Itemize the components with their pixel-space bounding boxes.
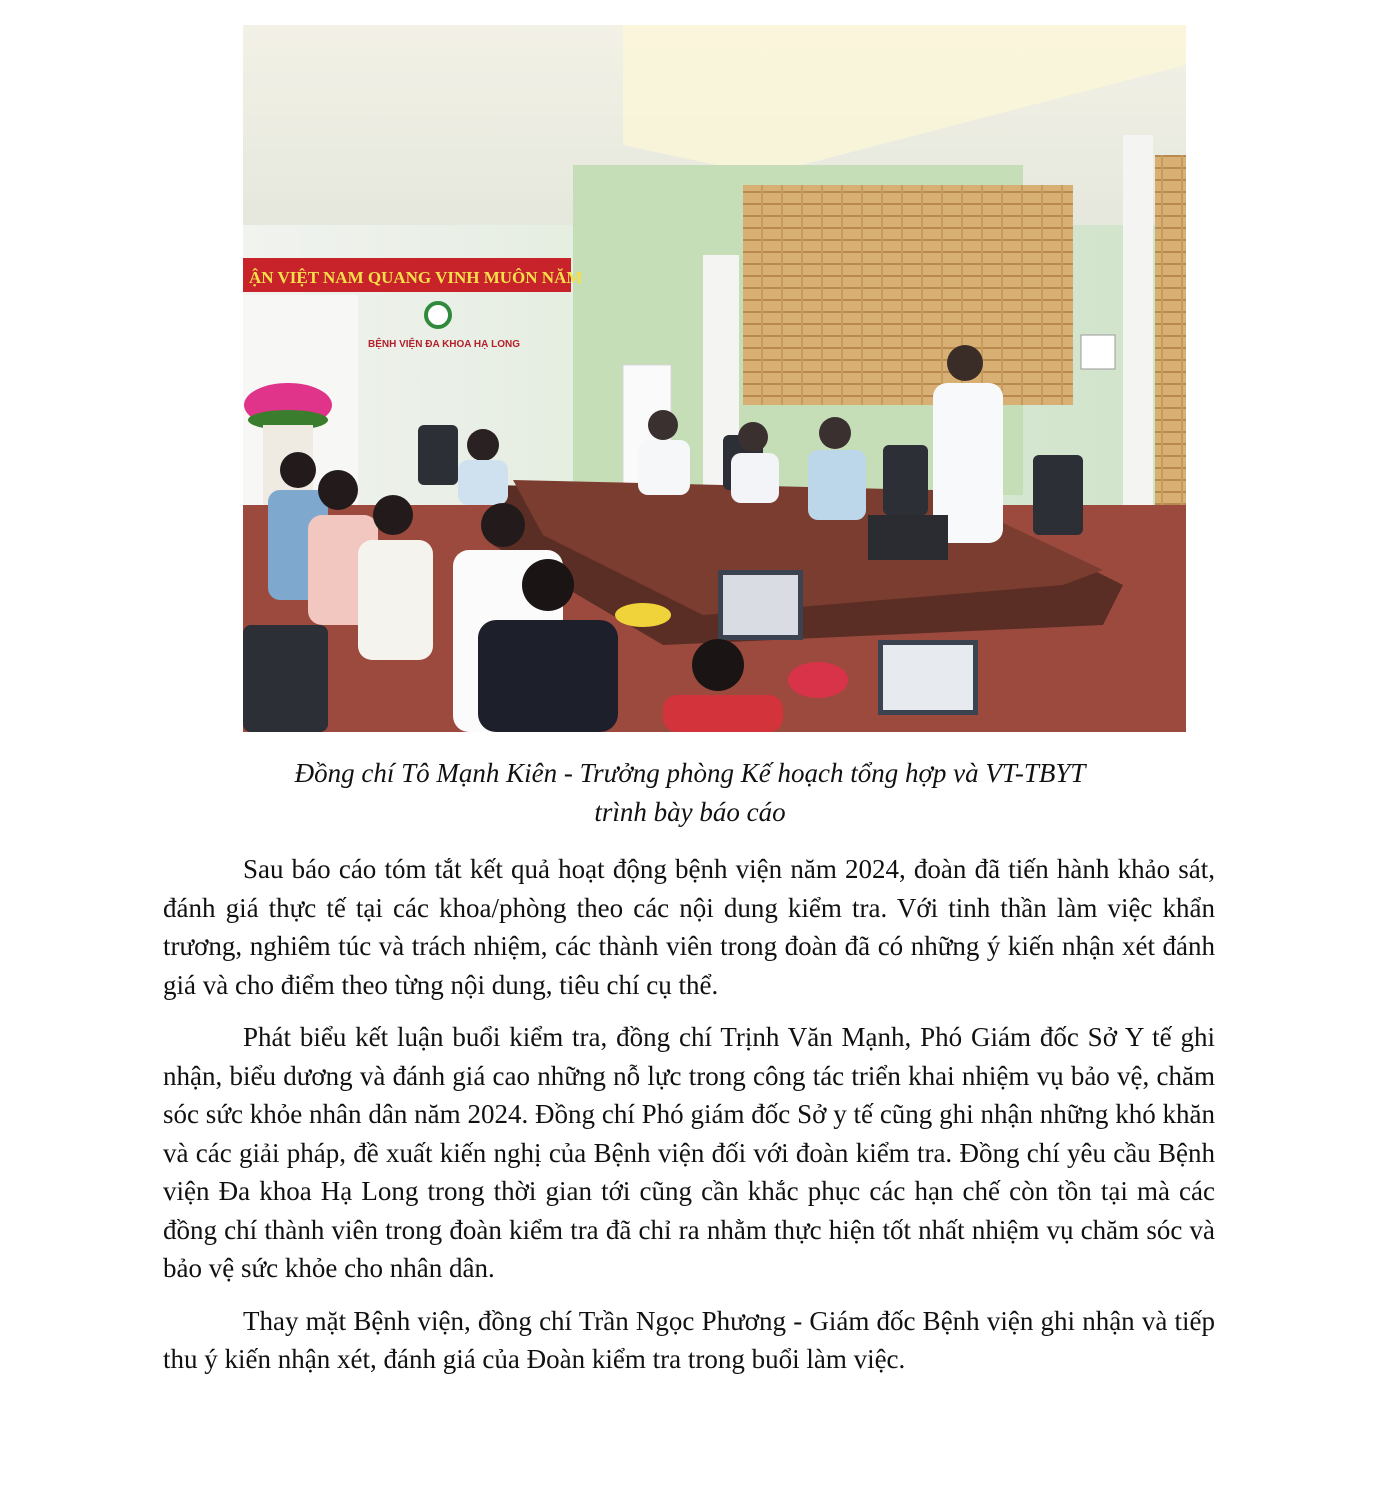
fruit-plate	[788, 662, 848, 698]
laptop-screen	[883, 645, 973, 710]
person-head	[280, 452, 316, 488]
person-body	[478, 620, 618, 732]
person-head	[318, 470, 358, 510]
person-body	[458, 460, 508, 505]
person-body	[663, 695, 783, 732]
laptop-screen	[723, 575, 798, 635]
hospital-logo-icon	[426, 303, 450, 327]
banner-text: ẬN VIỆT NAM QUANG VINH MUÔN NĂM	[249, 268, 583, 287]
chair	[883, 445, 928, 515]
paragraph: Thay mặt Bệnh viện, đồng chí Trần Ngọc Phương - Giám đốc Bệnh viện ghi nhận và tiếp thu ý kiến nhận xét, đánh giá của Đoàn kiểm tra trong buổi làm việc.	[163, 1305, 1215, 1374]
window-blinds-2	[1155, 155, 1186, 515]
photo-caption	[180, 754, 1200, 832]
person-head	[648, 410, 678, 440]
paragraph: Sau báo cáo tóm tắt kết quả hoạt động bệnh viện năm 2024, đoàn đã tiến hành khảo sát, đánh giá thực tế tại các khoa/phòng theo các nội dung kiểm tra. Với tinh thần làm việc khẩn trương, nghiêm túc và trách nhiệm, các thành viên trong đoàn đã có những ý kiến nhận xét đánh giá và cho điểm theo từng nội dung, tiêu chí cụ thể.	[163, 854, 1215, 1000]
meeting-scene	[243, 25, 1186, 732]
article-body	[163, 850, 1215, 1393]
laptop	[868, 515, 948, 560]
paragraph: Phát biểu kết luận buổi kiểm tra, đồng chí Trịnh Văn Mạnh, Phó Giám đốc Sở Y tế ghi nhận, biểu dương và đánh giá cao những nỗ lực trong công tác triển khai nhiệm vụ bảo vệ, chăm sóc sức khỏe nhân dân năm 2024. Đồng chí Phó giám đốc Sở y tế cũng ghi nhận những khó khăn và các giải pháp, đề xuất kiến nghị của Bệnh viện đối với đoàn kiểm tra. Đồng chí yêu cầu Bệnh viện Đa khoa Hạ Long trong thời gian tới cũng cần khắc phục các hạn chế còn tồn tại mà các đồng chí thành viên trong đoàn kiểm tra đã chỉ ra nhằm thực hiện tốt nhất nhiệm vụ chăm sóc và bảo vệ sức khỏe cho nhân dân.	[163, 1022, 1215, 1283]
caption-line-2: trình bày báo cáo	[594, 797, 786, 827]
person-head	[692, 639, 744, 691]
person-head	[373, 495, 413, 535]
person-head	[738, 422, 768, 452]
person-body	[808, 450, 866, 520]
person-body	[358, 540, 433, 660]
person-body	[638, 440, 690, 495]
window-blinds-1	[743, 185, 1073, 405]
person-head	[481, 503, 525, 547]
person-head	[522, 559, 574, 611]
column-right	[1123, 135, 1153, 555]
presenter-head	[947, 345, 983, 381]
chair	[1033, 455, 1083, 535]
chair	[418, 425, 458, 485]
person-head	[819, 417, 851, 449]
chair-front	[243, 625, 328, 732]
caption-line-1: Đồng chí Tô Mạnh Kiên - Trưởng phòng Kế hoạch tổng hợp và VT-TBYT	[294, 758, 1086, 788]
meeting-photo	[243, 25, 1186, 732]
wall-notice	[1081, 335, 1115, 369]
hospital-sign: BỆNH VIỆN ĐA KHOA HẠ LONG	[368, 339, 521, 350]
person-body	[731, 453, 779, 503]
person-head	[467, 429, 499, 461]
fruit-plate	[615, 603, 671, 627]
